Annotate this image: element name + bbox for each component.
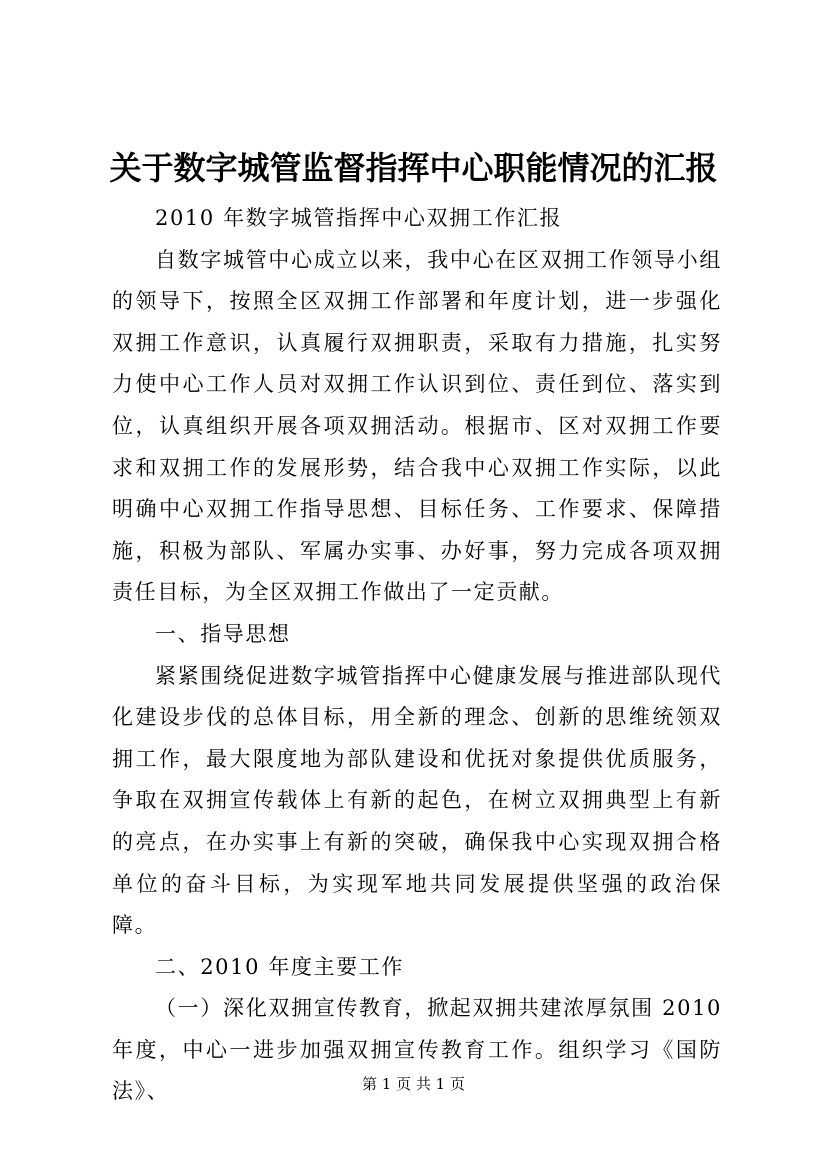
section-heading-guiding-ideology: 一、指导思想 <box>155 621 291 646</box>
paragraph-main-work: （一）深化双拥宣传教育，掀起双拥共建浓厚氛围 2010 年度，中心一进步加强双拥宣传教育工作。组织学习《国防法》、 <box>112 996 722 1104</box>
document-subtitle: 2010 年数字城管指挥中心双拥工作汇报 <box>155 206 563 230</box>
page-footer: 第 1 页 共 1 页 <box>362 1075 465 1093</box>
paragraph-guiding-ideology: 紧紧围绕促进数字城管指挥中心健康发展与推进部队现代化建设步伐的总体目标，用全新的理念、创新的思维统领双拥工作，最大限度地为部队建设和优抚对象提供优质服务，争取在双拥宣传载体上有新的起色，在树立双拥典型上有新的亮点，在办实事上有新的突破，确保我中心实现双拥合格单位的奋斗目标，为实现军地共同发展提供坚强的政治保障。 <box>112 663 722 938</box>
document-title: 关于数字城管监督指挥中心职能情况的汇报 <box>109 149 718 187</box>
paragraph-intro: 自数字城管中心成立以来，我中心在区双拥工作领导小组的领导下，按照全区双拥工作部署和年度计划，进一步强化双拥工作意识，认真履行双拥职责，采取有力措施，扎实努力使中心工作人员对双拥工作认识到位、责任到位、落实到位，认真组织开展各项双拥活动。根据市、区对双拥工作要求和双拥工作的发展形势，结合我中心双拥工作实际，以此明确中心双拥工作指导思想、目标任务、工作要求、保障措施，积极为部队、军属办实事、办好事，努力完成各项双拥责任目标，为全区双拥工作做出了一定贡献。 <box>112 247 722 605</box>
section-heading-main-work: 二、2010 年度主要工作 <box>155 954 404 979</box>
document-body <box>112 198 722 1113</box>
